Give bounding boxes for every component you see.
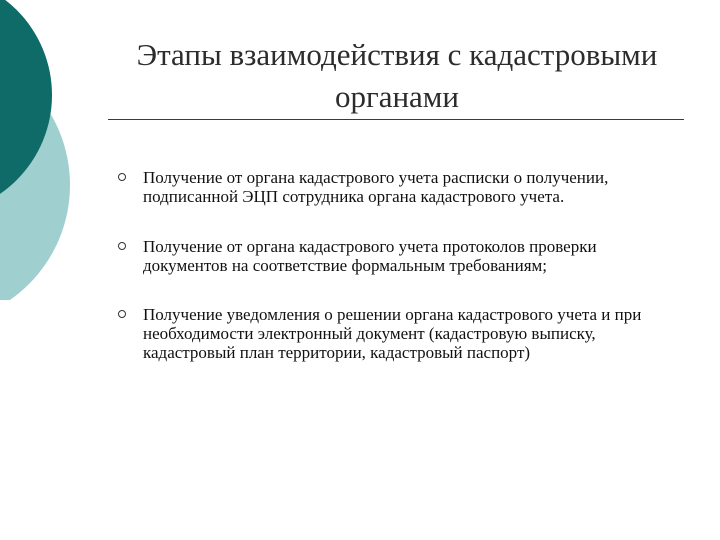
bullet-item xyxy=(118,168,678,206)
title-divider xyxy=(108,119,684,120)
hollow-circle-bullet-icon xyxy=(118,310,126,318)
bullet-item xyxy=(118,237,678,275)
title-line-2: органами xyxy=(334,79,460,114)
bullet-text: Получение уведомления о решении органа кадастрового учета и при необходимости электронный документ (кадастровую выписку, кадастровый план территории, кадастровый паспорт) xyxy=(143,305,642,362)
bullet-list xyxy=(118,168,678,393)
hollow-circle-bullet-icon xyxy=(118,242,126,250)
bullet-text: Получение от органа кадастрового учета расписки о получении, подписанной ЭЦП сотрудника органа кадастрового учета. xyxy=(143,168,609,206)
bullet-text: Получение от органа кадастрового учета протоколов проверки документов на соответствие формальным требованиям; xyxy=(143,237,597,275)
title-line-1: Этапы взаимодействия с кадастровыми xyxy=(136,37,658,72)
bullet-item xyxy=(118,305,678,362)
hollow-circle-bullet-icon xyxy=(118,173,126,181)
decorative-circles xyxy=(0,0,80,300)
slide-title xyxy=(110,34,684,118)
